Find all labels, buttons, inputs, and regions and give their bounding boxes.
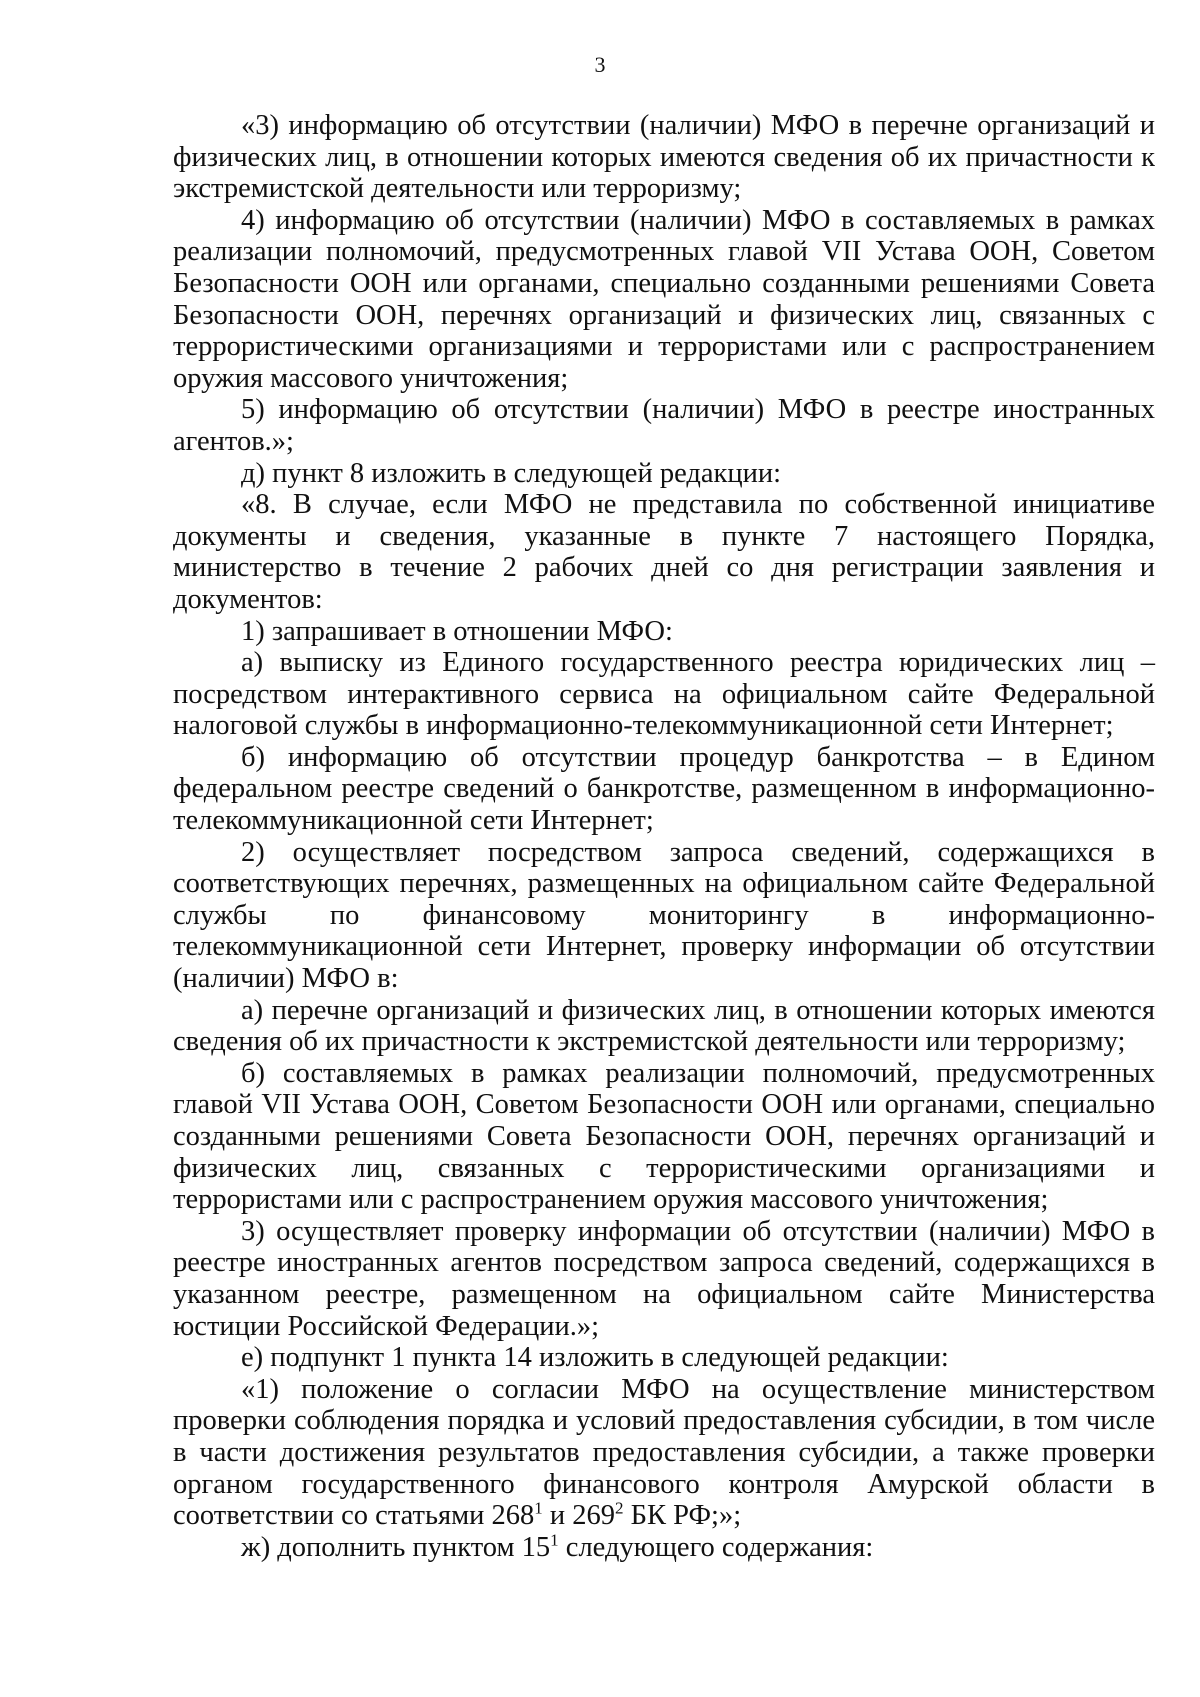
paragraph-point-8: «8. В случае, если МФО не представила по собственной инициативе документы и сведения, указанные в пункте 7 настоящего Порядка, министерство в течение 2 рабочих дней со дня регистрации заявления и документов: (173, 489, 1155, 615)
superscript-15: 1 (550, 1530, 559, 1550)
paragraph-subitem-3: 3) осуществляет проверку информации об отсутствии (наличии) МФО в реестре иностранных агентов посредством запроса сведений, содержащихся в указанном реестре, размещенном на официальном сайте Министерства юстиции Российской Федерации.»; (173, 1215, 1155, 1342)
paragraph-point-e: е) подпункт 1 пункта 14 изложить в следующей редакции: (241, 1342, 949, 1374)
paragraph-subitem-2: 2) осуществляет посредством запроса сведений, содержащихся в соответствующих перечнях, размещенных на официальном сайте Федеральной службы по финансовому мониторингу в информационно-телекоммуникационной сети Интернет, проверку информации об отсутствии (наличии) МФО в: (173, 836, 1155, 995)
paragraph-subitem-1: 1) запрашивает в отношении МФО: (241, 615, 673, 647)
paragraph-point-zh (173, 1532, 1155, 1564)
paragraph-point-d: д) пункт 8 изложить в следующей редакции: (241, 457, 782, 489)
superscript-268: 1 (534, 1498, 543, 1518)
paragraph-subitem-2b: б) составляемых в рамках реализации полномочий, предусмотренных главой VII Устава ООН, Советом Безопасности ООН или органами, специально созданными решениями Совета Безопасности ООН, перечнях организаций и физических лиц, связанных с террористическими организациями и террористами или с распространением оружия массового уничтожения; (173, 1057, 1155, 1216)
paragraph-item-5: 5) информацию об отсутствии (наличии) МФО в реестре иностранных агентов.»; (173, 394, 1155, 457)
text-14-1-after: БК РФ;»; (623, 1500, 742, 1532)
text-14-1-middle: и 269 (542, 1500, 616, 1532)
text-15-1-before: ж) дополнить пунктом 15 (241, 1531, 551, 1563)
text-14-1-before: «1) положение о согласии МФО на осуществление министерством проверки соблюдения порядка и условий предоставления субсидии, в том числе в части достижения результатов предоставления субсидии, а также проверки органом государственного финансового контроля Амурской области в соответствии со статьями 268 (173, 1373, 1155, 1532)
paragraph-item-3: «3) информацию об отсутствии (наличии) МФО в перечне организаций и физических лиц, в отношении которых имеются сведения об их причастности к экстремистской деятельности или терроризму; (173, 110, 1155, 205)
paragraph-item-4: 4) информацию об отсутствии (наличии) МФО в составляемых в рамках реализации полномочий, предусмотренных главой VII Устава ООН, Советом Безопасности ООН или органами, специально созданными решениями Совета Безопасности ООН, перечнях организаций и физических лиц, связанных с террористическими организациями и террористами или с распространением оружия массового уничтожения; (173, 204, 1155, 394)
paragraph-subitem-1b: б) информацию об отсутствии процедур банкротства – в Едином федеральном реестре сведений о банкротстве, размещенном в информационно-телекоммуникационной сети Интернет; (173, 741, 1155, 837)
page-number: 3 (594, 52, 606, 77)
paragraph-subitem-2a: а) перечне организаций и физических лиц, в отношении которых имеются сведения об их причастности к экстремистской деятельности или терроризму; (173, 994, 1155, 1058)
text-15-1-after: следующего содержания: (558, 1531, 874, 1563)
paragraph-item-14-1 (173, 1374, 1155, 1532)
superscript-269: 2 (615, 1498, 624, 1518)
document-body (173, 110, 1155, 1563)
paragraph-subitem-1a: а) выписку из Единого государственного реестра юридических лиц – посредством интерактивного сервиса на официальном сайте Федеральной налоговой службы в информационно-телекоммуникационной сети Интернет; (173, 647, 1155, 742)
